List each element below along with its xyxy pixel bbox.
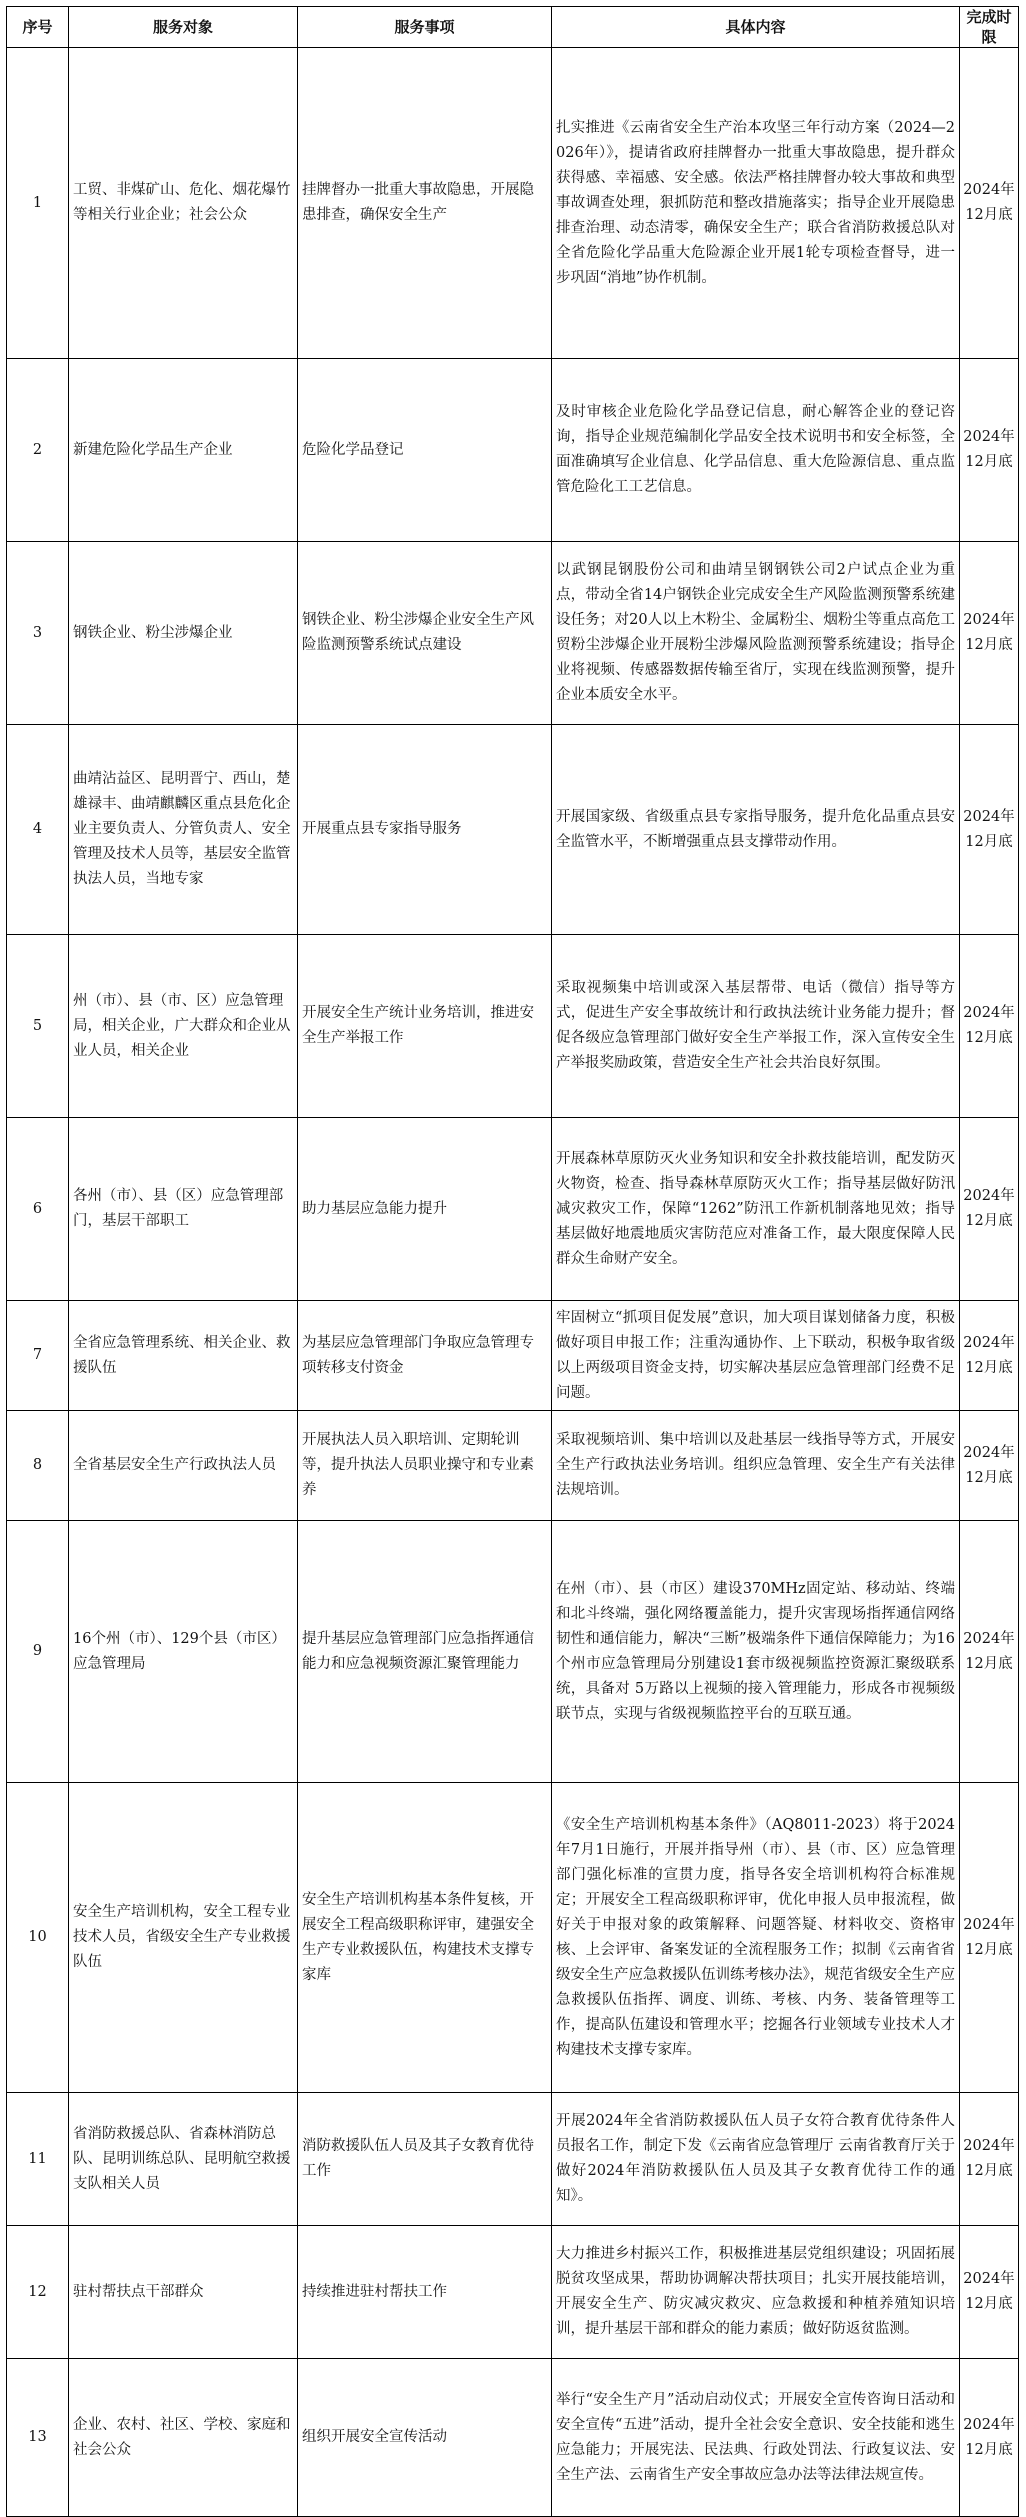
cell-service-target: 新建危险化学品生产企业 xyxy=(69,359,298,542)
cell-index: 3 xyxy=(7,542,69,725)
cell-content: 大力推进乡村振兴工作，积极推进基层党组织建设；巩固拓展脱贫攻坚成果，帮助协调解决帮扶项目；扎实开展技能培训，开展安全生产、防灾减灾救灾、应急救援和种植养殖知识培训，提升基层干部和群众的能力素质；做好防返贫监测。 xyxy=(552,2226,960,2359)
cell-service-target: 工贸、非煤矿山、危化、烟花爆竹等相关行业企业；社会公众 xyxy=(69,48,298,359)
cell-service-item: 开展安全生产统计业务培训，推进安全生产举报工作 xyxy=(298,935,552,1118)
cell-deadline: 2024年12月底 xyxy=(960,542,1019,725)
cell-deadline: 2024年12月底 xyxy=(960,48,1019,359)
cell-index: 10 xyxy=(7,1783,69,2093)
cell-deadline: 2024年12月底 xyxy=(960,2093,1019,2226)
table-row xyxy=(7,2093,1019,2226)
cell-service-item: 组织开展安全宣传活动 xyxy=(298,2359,552,2517)
cell-deadline: 2024年12月底 xyxy=(960,359,1019,542)
table-row xyxy=(7,2226,1019,2359)
cell-content: 开展森林草原防灭火业务知识和安全扑救技能培训，配发防灭火物资，检查、指导森林草原防灭火工作；指导基层做好防汛减灾救灾工作，保障“1262”防汛工作新机制落地见效；指导基层做好地震地质灾害防范应对准备工作，最大限度保障人民群众生命财产安全。 xyxy=(552,1118,960,1301)
cell-deadline: 2024年12月底 xyxy=(960,2226,1019,2359)
cell-service-item: 危险化学品登记 xyxy=(298,359,552,542)
cell-service-target: 全省基层安全生产行政执法人员 xyxy=(69,1411,298,1521)
cell-content: 开展国家级、省级重点县专家指导服务，提升危化品重点县安全监管水平，不断增强重点县支撑带动作用。 xyxy=(552,725,960,935)
table-row xyxy=(7,1783,1019,2093)
cell-deadline: 2024年12月底 xyxy=(960,1783,1019,2093)
cell-service-item: 持续推进驻村帮扶工作 xyxy=(298,2226,552,2359)
cell-service-target: 16个州（市）、129个县（市区）应急管理局 xyxy=(69,1521,298,1783)
cell-service-target: 州（市）、县（市、区）应急管理局，相关企业，广大群众和企业从业人员，相关企业 xyxy=(69,935,298,1118)
cell-content: 采取视频培训、集中培训以及赴基层一线指导等方式，开展安全生产行政执法业务培训。组织应急管理、安全生产有关法律法规培训。 xyxy=(552,1411,960,1521)
cell-index: 9 xyxy=(7,1521,69,1783)
table-row xyxy=(7,1301,1019,1411)
cell-deadline: 2024年12月底 xyxy=(960,1521,1019,1783)
cell-service-item: 提升基层应急管理部门应急指挥通信能力和应急视频资源汇聚管理能力 xyxy=(298,1521,552,1783)
table-row xyxy=(7,1118,1019,1301)
header-service-target: 服务对象 xyxy=(69,7,298,48)
table-row xyxy=(7,1521,1019,1783)
cell-deadline: 2024年12月底 xyxy=(960,1411,1019,1521)
cell-service-target: 曲靖沾益区、昆明晋宁、西山，楚雄禄丰、曲靖麒麟区重点县危化企业主要负责人、分管负责人、安全管理及技术人员等，基层安全监管执法人员，当地专家 xyxy=(69,725,298,935)
cell-service-target: 全省应急管理系统、相关企业、救援队伍 xyxy=(69,1301,298,1411)
header-index: 序号 xyxy=(7,7,69,48)
cell-deadline: 2024年12月底 xyxy=(960,935,1019,1118)
cell-service-target: 企业、农村、社区、学校、家庭和社会公众 xyxy=(69,2359,298,2517)
cell-content: 扎实推进《云南省安全生产治本攻坚三年行动方案（2024—2026年）》，提请省政府挂牌督办一批重大事故隐患，提升群众获得感、幸福感、安全感。依法严格挂牌督办较大事故和典型事故调查处理，狠抓防范和整改措施落实；指导企业开展隐患排查治理、动态清零，确保安全生产；联合省消防救援总队对全省危险化学品重大危险源企业开展1轮专项检查督导，进一步巩固“消地”协作机制。 xyxy=(552,48,960,359)
table-row xyxy=(7,48,1019,359)
cell-index: 8 xyxy=(7,1411,69,1521)
cell-deadline: 2024年12月底 xyxy=(960,725,1019,935)
cell-index: 6 xyxy=(7,1118,69,1301)
cell-content: 采取视频集中培训或深入基层帮带、电话（微信）指导等方式，促进生产安全事故统计和行政执法统计业务能力提升；督促各级应急管理部门做好安全生产举报工作，深入宣传安全生产举报奖励政策，营造安全生产社会共治良好氛围。 xyxy=(552,935,960,1118)
cell-content: 开展2024年全省消防救援队伍人员子女符合教育优待条件人员报名工作，制定下发《云南省应急管理厅 云南省教育厅关于做好2024年消防救援队伍人员及其子女教育优待工作的通知》。 xyxy=(552,2093,960,2226)
table-row xyxy=(7,935,1019,1118)
cell-service-item: 开展执法人员入职培训、定期轮训等，提升执法人员职业操守和专业素养 xyxy=(298,1411,552,1521)
cell-index: 1 xyxy=(7,48,69,359)
cell-content: 举行“安全生产月”活动启动仪式；开展安全宣传咨询日活动和安全宣传“五进”活动，提升全社会安全意识、安全技能和逃生应急能力；开展宪法、民法典、行政处罚法、行政复议法、安全生产法、云南省生产安全事故应急办法等法律法规宣传。 xyxy=(552,2359,960,2517)
cell-content: 及时审核企业危险化学品登记信息，耐心解答企业的登记咨询，指导企业规范编制化学品安全技术说明书和安全标签，全面准确填写企业信息、化学品信息、重大危险源信息、重点监管危险化工工艺信息。 xyxy=(552,359,960,542)
cell-index: 13 xyxy=(7,2359,69,2517)
header-service-item: 服务事项 xyxy=(298,7,552,48)
cell-service-target: 驻村帮扶点干部群众 xyxy=(69,2226,298,2359)
cell-service-target: 安全生产培训机构，安全工程专业技术人员，省级安全生产专业救援队伍 xyxy=(69,1783,298,2093)
cell-service-item: 为基层应急管理部门争取应急管理专项转移支付资金 xyxy=(298,1301,552,1411)
cell-service-target: 各州（市）、县（区）应急管理部门，基层干部职工 xyxy=(69,1118,298,1301)
table-row xyxy=(7,359,1019,542)
cell-service-target: 钢铁企业、粉尘涉爆企业 xyxy=(69,542,298,725)
cell-deadline: 2024年12月底 xyxy=(960,1118,1019,1301)
cell-index: 5 xyxy=(7,935,69,1118)
cell-service-item: 开展重点县专家指导服务 xyxy=(298,725,552,935)
cell-service-item: 安全生产培训机构基本条件复核，开展安全工程高级职称评审，建强安全生产专业救援队伍，构建技术支撑专家库 xyxy=(298,1783,552,2093)
cell-index: 7 xyxy=(7,1301,69,1411)
header-content: 具体内容 xyxy=(552,7,960,48)
cell-content: 《安全生产培训机构基本条件》（AQ8011-2023）将于2024年7月1日施行，开展并指导州（市）、县（市、区）应急管理部门强化标准的宣贯力度，指导各安全培训机构符合标准规定；开展安全工程高级职称评审，优化申报人员申报流程，做好关于申报对象的政策解释、问题答疑、材料收交、资格审核、上会评审、备案发证的全流程服务工作；拟制《云南省省级安全生产应急救援队伍训练考核办法》，规范省级安全生产应急救援队伍指挥、调度、训练、考核、内务、装备管理等工作，提高队伍建设和管理水平；挖掘各行业领域专业技术人才构建技术支撑专家库。 xyxy=(552,1783,960,2093)
cell-deadline: 2024年12月底 xyxy=(960,2359,1019,2517)
table-row xyxy=(7,725,1019,935)
table-header-row xyxy=(7,7,1019,48)
cell-service-item: 消防救援队伍人员及其子女教育优待工作 xyxy=(298,2093,552,2226)
table-row xyxy=(7,542,1019,725)
cell-service-item: 钢铁企业、粉尘涉爆企业安全生产风险监测预警系统试点建设 xyxy=(298,542,552,725)
cell-content: 在州（市）、县（市区）建设370MHz固定站、移动站、终端和北斗终端，强化网络覆盖能力，提升灾害现场指挥通信网络韧性和通信能力，解决“三断”极端条件下通信保障能力；为16个州市应急管理局分别建设1套市级视频监控资源汇聚级联系统，具备对 5万路以上视频的接入管理能力，形成各市视频级联节点，实现与省级视频监控平台的互联互通。 xyxy=(552,1521,960,1783)
cell-deadline: 2024年12月底 xyxy=(960,1301,1019,1411)
cell-content: 牢固树立“抓项目促发展”意识，加大项目谋划储备力度，积极做好项目申报工作；注重沟通协作、上下联动，积极争取省级以上两级项目资金支持，切实解决基层应急管理部门经费不足问题。 xyxy=(552,1301,960,1411)
cell-index: 2 xyxy=(7,359,69,542)
table-row xyxy=(7,1411,1019,1521)
cell-service-item: 挂牌督办一批重大事故隐患，开展隐患排查，确保安全生产 xyxy=(298,48,552,359)
cell-service-target: 省消防救援总队、省森林消防总队、昆明训练总队、昆明航空救援支队相关人员 xyxy=(69,2093,298,2226)
table-row xyxy=(7,2359,1019,2517)
table-body xyxy=(7,48,1019,2517)
cell-index: 4 xyxy=(7,725,69,935)
cell-index: 12 xyxy=(7,2226,69,2359)
cell-service-item: 助力基层应急能力提升 xyxy=(298,1118,552,1301)
cell-content: 以武钢昆钢股份公司和曲靖呈钢钢铁公司2户试点企业为重点，带动全省14户钢铁企业完成安全生产风险监测预警系统建设任务；对20人以上木粉尘、金属粉尘、烟粉尘等重点高危工贸粉尘涉爆企业开展粉尘涉爆风险监测预警系统建设；指导企业将视频、传感器数据传输至省厅，实现在线监测预警，提升企业本质安全水平。 xyxy=(552,542,960,725)
header-deadline: 完成时限 xyxy=(960,7,1019,48)
service-table xyxy=(6,6,1019,2517)
cell-index: 11 xyxy=(7,2093,69,2226)
